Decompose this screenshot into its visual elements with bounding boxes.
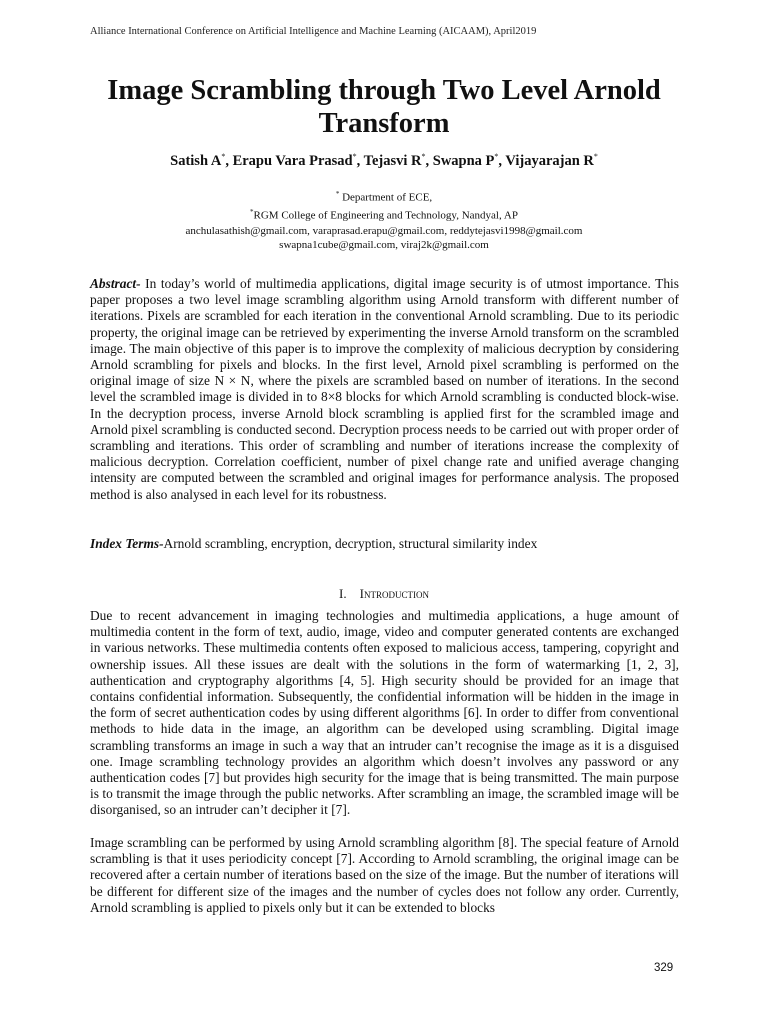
author: Satish A*, — [170, 152, 233, 169]
body-paragraph-2: Image scrambling can be performed by using Arnold scrambling algorithm [8]. The special feature of Arnold scrambling is that it uses periodicity concept [7]. According to Arnold scrambling, the original image can be recovered after a certain number of iterations based on the size of the image. But the number of iterations will be different for different size of the images and the number of cycles does not follow any order. Currently, Arnold scrambling is applied to pixels only but it can be extended to blocks — [90, 835, 679, 915]
body-paragraph-1: Due to recent advancement in imaging technologies and multimedia applications, a huge amount of multimedia content in the form of text, audio, image, video and computer generated contents are exchanged in various networks. These multimedia contents often exposed to malicious access, tampering, copyright and ownership issues. All these issues are dealt with the solutions in the form of watermarking [1, 2, 3], authentication and cryptography algorithms [4, 5]. High security should be provided for an image that contains confidential information. Subsequently, the confidential information will be hidden in the image in the form of secret authentication codes by using different algorithms [6]. In order to differ from conventional methods to hide data in the image, an algorithm can be developed using scrambling. Digital image scrambling transforms an image in such a way that an intruder can’t recognise the image as it is a disguised one. Image scrambling technology provides an algorithm which doesn’t involves any password or any authentication codes [7] but provides high security for the image that is being transmitted. The main purpose is to transmit the image through the public networks. After scrambling an image, the scrambled image will be disorganised, so an intruder can’t decipher it [7]. — [90, 608, 679, 818]
paper-title — [0, 74, 768, 140]
title-line-1: Image Scrambling through Two Level Arnold — [107, 75, 661, 106]
title-line-2: Transform — [318, 108, 450, 139]
index-terms-label: Index Terms- — [90, 536, 164, 551]
abstract-text: In today’s world of multimedia applications, digital image security is of utmost importance. This paper proposes a two level image scrambling algorithm using Arnold transform with different number of iterations. Pixels are scrambled for each iteration in the conventional Arnold scrambling. Due to its periodic property, the original image can be retrieved by experimenting the inverse Arnold transform on the scrambled image. The main objective of this paper is to improve the complexity of malicious decryption by considering Arnold scrambling for pixels and blocks. In the first level, Arnold pixel scrambling is performed on the original image of size N × N, where the pixels are scrambled based on number of iterations. In the second level the scrambled image is divided in to 8×8 blocks for which Arnold scrambling is conducted block-wise. In the decryption process, inverse Arnold block scrambling is applied first for the scrambled image and Arnold pixel scrambling is conducted second. Decryption process needs to be carried out with proper order of scrambling and iterations. This order of scrambling and number of iterations increase the complexity of malicious decryption. Correlation coefficient, number of pixel change rate and unified average changing intensity are computed between the scrambled and original images for performance analysis. The proposed method is also analysed in each level for its robustness. — [90, 276, 679, 502]
author: Erapu Vara Prasad*, — [232, 152, 364, 169]
author: Vijayarajan R* — [505, 152, 598, 169]
section-title: Introduction — [359, 586, 429, 601]
affiliation-block — [0, 187, 768, 253]
section-number: I. — [339, 586, 347, 601]
page-number: 329 — [654, 962, 674, 974]
author-emails-line-1: anchulasathish@gmail.com, varaprasad.erapu@gmail.com, reddytejasvi1998@gmail.com — [185, 224, 583, 237]
author-emails-line-2: swapna1cube@gmail.com, viraj2k@gmail.com — [279, 239, 489, 252]
index-terms-text: Arnold scrambling, encryption, decryption, structural similarity index — [163, 536, 538, 551]
author: Swapna P*, — [432, 152, 506, 169]
conference-header: Alliance International Conference on Artificial Intelligence and Machine Learning (AICAAM), April2019 — [90, 26, 537, 37]
section-heading — [0, 586, 768, 602]
abstract-label: Abstract- — [90, 276, 141, 291]
abstract — [90, 276, 679, 503]
college: *RGM College of Engineering and Technology, Nandyal, AP — [250, 208, 518, 222]
author: Tejasvi R*, — [363, 152, 433, 169]
author-list — [0, 152, 768, 170]
department: * Department of ECE, — [335, 190, 433, 204]
index-terms — [90, 536, 679, 552]
